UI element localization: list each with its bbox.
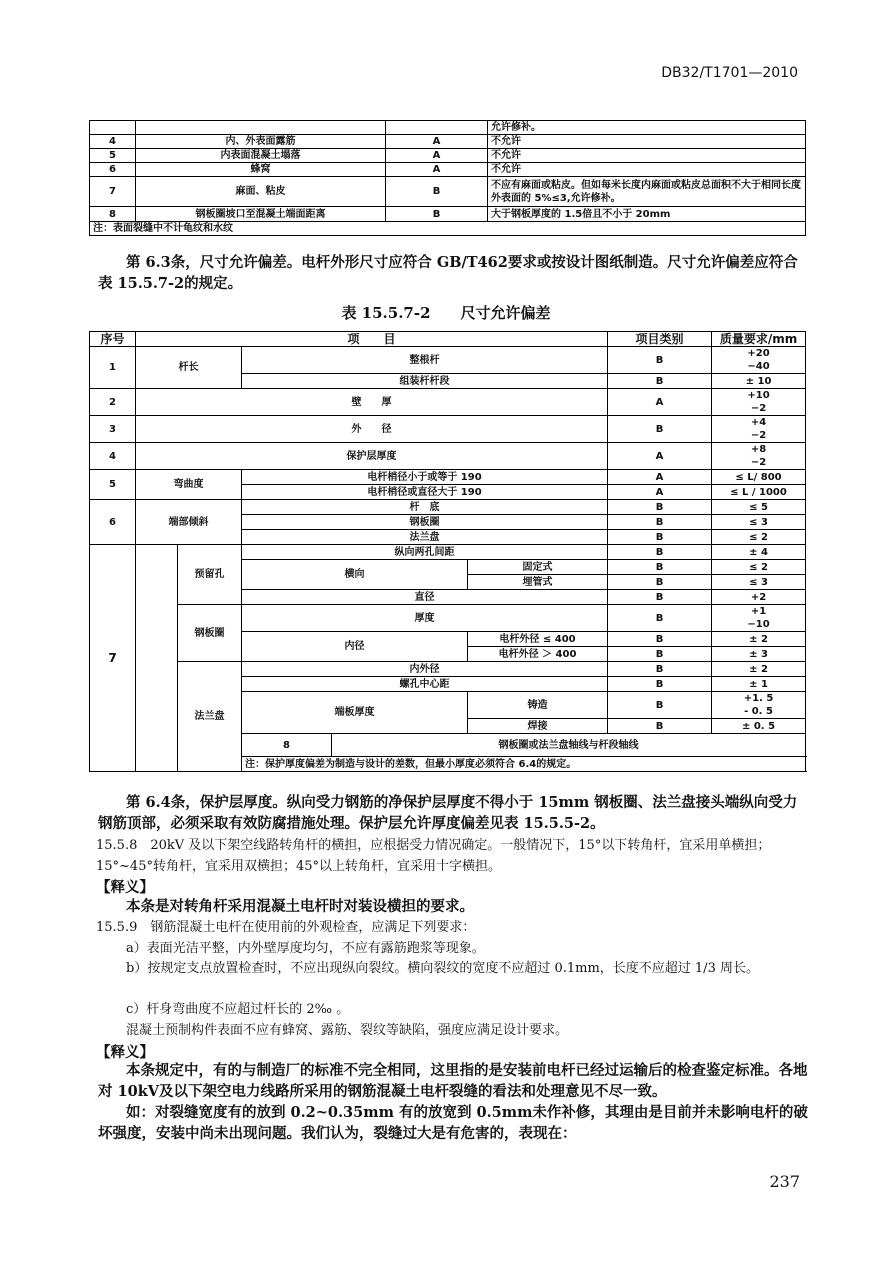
table-row: 1 杆长 整根杆 B +20 −40	[90, 347, 806, 374]
table-row: 钢板圈 B ≤ 3	[90, 515, 806, 530]
table-note-row	[90, 222, 806, 236]
table-row: 电杆梢径或直径大于 190 A ≤ L / 1000	[90, 485, 806, 500]
table-row	[90, 121, 806, 135]
table-row: 焊接 B ± 0. 5	[90, 719, 806, 734]
explanation-text: 如：对裂缝宽度有的放到 0.2~0.35mm 有的放宽到 0.5mm未作补修，其理由是目前并未影响电杆的破坏强度，安装中尚未出现问题。我们认为，裂缝过大是有危害的，表现在：	[98, 1104, 808, 1142]
table-row: 8 钢板圈坡口至混凝土端面距离 B 大于钢板厚度的 1.5倍且不小于 20mm	[90, 207, 806, 222]
table-row: 电杆外径 ＞ 400 B ± 3	[90, 647, 806, 662]
table-row: 5 弯曲度 电杆梢径小于或等于 190 A ≤ L/ 800	[90, 470, 806, 485]
paragraph-6-3: 第 6.3条，尺寸允许偏差。电杆外形尺寸应符合 GB/T462要求或按设计图纸制造。尺寸允许偏差应符合表 15.5.7-2的规定。	[98, 254, 798, 292]
explanation-heading: 【释义】	[96, 1044, 154, 1061]
clause-15-5-8: 15.5.8 20kV 及以下架空线路转角杆的横担，应根据受力情况确定。一般情况下，15°以下转角杆，宜采用单横担；15°~45°转角杆，宜采用双横担；45°以上转角杆，宜采用十字横担。	[96, 838, 771, 874]
explanation-text: 本条规定中，有的与制造厂的标准不完全相同，这里指的是安装前电杆已经过运输后的检查鉴定标准。各地对 10kV及以下架空电力线路所采用的钢筋混凝土电杆裂缝的看法和处理意见不尽一致。	[98, 1062, 808, 1100]
table-row: 6 蜂窝 A 不允许	[90, 163, 806, 177]
defect-table	[89, 120, 806, 236]
table-row: 直径 B +2	[90, 590, 806, 605]
list-item-b: b）按规定支点放置检查时，不应出现纵向裂纹。横向裂纹的宽度不应超过 0.1mm，长度不应超过 1/3 周长。	[126, 961, 759, 976]
paragraph-6-4: 第 6.4条，保护层厚度。纵向受力钢筋的净保护层厚度不得小于 15mm 钢板圈、法兰盘接头端纵向受力钢筋顶部，必须采取有效防腐措施处理。保护层允许厚度偏差见表 15.5.5-2。	[98, 794, 798, 832]
table-row: 埋管式 B ≤ 3	[90, 575, 806, 590]
table-caption: 表 15.5.7-2 尺寸允许偏差	[341, 304, 551, 322]
requirement-cell: 允许修补。	[488, 121, 806, 135]
table-row: 4 保护层厚度 A +8 −2	[90, 443, 806, 470]
table-row: 组装杆杆段 B ± 10	[90, 374, 806, 389]
table-row: 7 麻面、粘皮 B 不应有麻面或粘皮。但如每米长度内麻面或粘皮总面积不大于相同长度外表面的 5%≤3,允许修补。	[90, 177, 806, 207]
list-item-c: c）杆身弯曲度不应超过杆长的 2‰ 。	[126, 1002, 350, 1017]
explanation-text: 本条是对转角杆采用混凝土电杆时对装设横担的要求。	[126, 898, 474, 915]
precast-requirement: 混凝土预制构件表面不应有蜂窝、露筋、裂纹等缺陷，强度应满足设计要求。	[126, 1023, 569, 1038]
table-row: 7 预留孔 纵向两孔间距 B ± 4	[90, 545, 806, 560]
table-row: 内径 电杆外径 ≤ 400 B ± 2	[90, 632, 806, 647]
clause-15-5-9: 15.5.9 钢筋混凝土电杆在使用前的外观检查，应满足下列要求：	[96, 920, 476, 935]
table-row: 2 壁 厚 A +10 −2	[90, 389, 806, 416]
table-row: 横向 固定式 B ≤ 2	[90, 560, 806, 575]
table-row: 螺孔中心距 B ± 1	[90, 677, 806, 692]
explanation-heading: 【释义】	[96, 879, 154, 896]
table-row: 法兰盘 内外径 B ± 2	[90, 662, 806, 677]
table-row: 8 钢板圈或法兰盘轴线与杆段轴线	[90, 734, 806, 757]
table-row: 端板厚度 铸造 B +1. 5 - 0. 5	[90, 692, 806, 719]
table-row: 法兰盘 B ≤ 2	[90, 530, 806, 545]
table-note: 注：表面裂缝中不计龟纹和水纹	[90, 222, 806, 236]
table-header-row: 序号 项 目 项目类别 质量要求/mm	[90, 332, 806, 347]
page-number: 237	[769, 1172, 800, 1191]
document-code: DB32/T1701—2010	[661, 65, 798, 81]
table-row: 5 内表面混凝土塌落 A 不允许	[90, 149, 806, 163]
table-note: 注：保护厚度偏差为制造与设计的差数，但最小厚度必须符合 6.4的规定。	[242, 757, 806, 772]
table-row: 3 外 径 B +4 −2	[90, 416, 806, 443]
tolerance-table	[89, 331, 806, 772]
table-row: 6 端部倾斜 杆 底 B ≤ 5	[90, 500, 806, 515]
list-item-a: a）表面光洁平整，内外壁厚度均匀，不应有露筋跑浆等现象。	[126, 941, 485, 956]
table-row: 4 内、外表面露筋 A 不允许	[90, 135, 806, 149]
table-row: 钢板圈 厚度 B +1 −10	[90, 605, 806, 632]
